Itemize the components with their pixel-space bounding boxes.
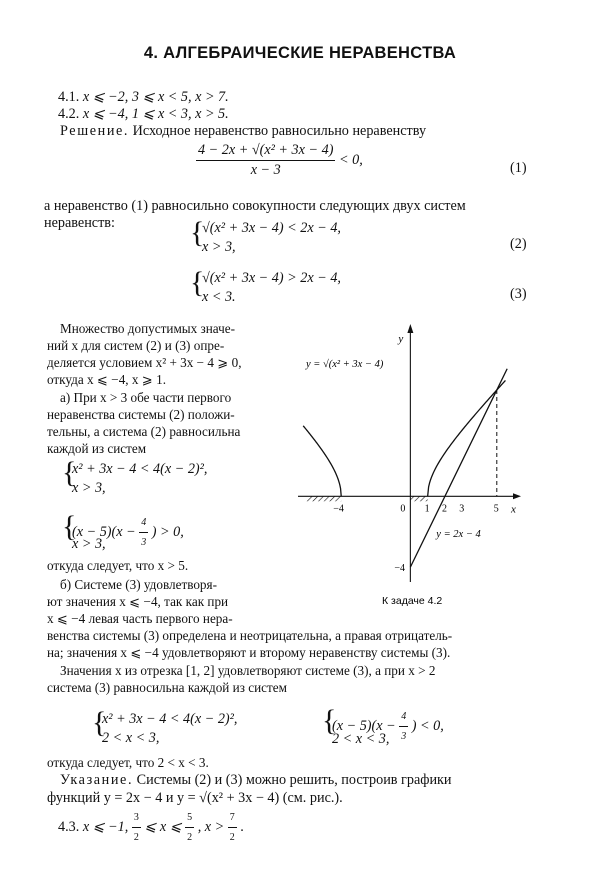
answer-4-1-text: x ⩽ −2, 3 ⩽ x < 5, x > 7. <box>82 89 229 105</box>
part-a-line-3: тельны, а система (2) равносильна <box>47 424 241 439</box>
hint-line-1-text: Системы (2) и (3) можно решить, построив графики <box>136 772 452 788</box>
answer-4-3-fraction-3-denominator: 2 <box>229 832 235 843</box>
answer-4-3-part-c: , x > <box>197 818 225 835</box>
tick-label-2: 2 <box>441 503 447 515</box>
follows-2: откуда следует, что 2 < x < 3. <box>47 755 209 770</box>
system-2 <box>190 218 410 258</box>
part-b-line-3: x ⩽ −4 левая часть первого нера- <box>47 611 233 626</box>
system-3 <box>190 268 410 308</box>
system-4-brace: { <box>62 456 77 489</box>
system-6-line-1: x² + 3x − 4 < 4(x − 2)², <box>102 711 238 727</box>
system-7-line-1-a: (x − 5)(x − <box>332 717 396 734</box>
odz-line-3: деляется условием x² + 3x − 4 ⩾ 0, <box>47 355 242 370</box>
system-2-line-1: √(x² + 3x − 4) < 2x − 4, <box>202 220 341 236</box>
system-7-fraction-denominator: 3 <box>401 731 407 742</box>
system-7-brace: { <box>322 704 337 737</box>
axis-label-y: y <box>398 333 404 345</box>
answer-4-3-part-a: x ⩽ −1, <box>82 818 129 835</box>
system-4-line-2: x > 3, <box>72 480 106 496</box>
system-7-line-2: 2 < x < 3, <box>332 731 390 747</box>
page-title: 4. АЛГЕБРАИЧЕСКИЕ НЕРАВЕНСТВА <box>143 44 457 62</box>
tick-label-y-minus-4: −4 <box>394 563 406 575</box>
system-5-line-1-a: (x − 5)(x − <box>72 523 136 540</box>
tick-label-1: 1 <box>424 503 430 515</box>
hatch-left <box>307 496 342 501</box>
system-2-line-2: x > 3, <box>202 239 236 255</box>
inequality-1-numerator: 4 − 2x + √(x² + 3x − 4) <box>196 142 335 161</box>
answer-4-3-number: 4.3. <box>58 818 80 835</box>
part-b-line-4: венства системы (3) определена и неотрицательна, а правая отрицатель- <box>47 628 453 643</box>
answer-4-3-part-b: ⩽ x ⩽ <box>144 818 182 835</box>
part-b-line-1: б) Системе (3) удовлетворя- <box>60 577 217 592</box>
system-7-fraction <box>399 708 408 745</box>
line-label: y = 2x − 4 <box>436 529 481 541</box>
axis-label-x: x <box>511 503 516 516</box>
answer-4-2-text: x ⩽ −4, 1 ⩽ x < 3, x > 5. <box>82 106 229 122</box>
system-2-brace: { <box>190 216 205 249</box>
part-b-line-5: на; значения x ⩽ −4 удовлетворяют и второму неравенству системы (3). <box>47 645 451 660</box>
curve-sqrt-right-branch <box>428 380 506 496</box>
answer-4-3-fraction-2-numerator: 5 <box>185 809 194 828</box>
paragraph-2-line-2: неравенств: <box>44 215 115 231</box>
system-5-fraction-numerator: 4 <box>139 514 148 533</box>
answer-4-3-fraction-3-numerator: 7 <box>228 809 237 828</box>
x-axis-arrow <box>513 493 521 499</box>
system-5 <box>62 512 282 552</box>
tick-label-5: 5 <box>493 503 499 515</box>
system-7-fraction-numerator: 4 <box>399 708 408 727</box>
part-a-line-1: а) При x > 3 обе части первого <box>60 390 232 405</box>
system-4 <box>62 458 282 498</box>
system-7-line-1-b: ) < 0, <box>411 717 444 734</box>
answer-4-3-fraction-2-denominator: 2 <box>187 832 193 843</box>
answer-4-3-fraction-1-numerator: 3 <box>132 809 141 828</box>
figure-caption: К задаче 4.2 <box>382 595 443 607</box>
odz-line-4: откуда x ⩽ −4, x ⩾ 1. <box>47 372 167 387</box>
tick-label-0: 0 <box>400 503 406 515</box>
system-5-line-1-b: ) > 0, <box>151 523 184 540</box>
answer-4-3 <box>58 809 244 846</box>
inequality-1-relation: < 0, <box>338 151 363 168</box>
system-6-brace: { <box>92 706 107 739</box>
tick-label-3: 3 <box>459 503 465 515</box>
answer-4-2-number: 4.2. <box>58 106 80 122</box>
system-4-line-1: x² + 3x − 4 < 4(x − 2)², <box>72 461 208 477</box>
hint-line-2: функций y = 2x − 4 и y = √(x² + 3x − 4) (см. рис.). <box>47 790 343 806</box>
system-5-fraction-denominator: 3 <box>141 537 147 548</box>
hatch-middle <box>410 496 427 501</box>
answer-4-1 <box>58 89 229 106</box>
part-a-line-2: неравенства системы (2) положи- <box>47 407 235 422</box>
system-7 <box>322 706 502 748</box>
solution-intro <box>60 123 426 140</box>
solution-intro-text: Исходное неравенство равносильно неравенству <box>132 123 427 139</box>
answer-4-3-fraction-1 <box>132 809 141 846</box>
tick-label-minus-4: −4 <box>333 503 344 515</box>
part-c-line-1: Значения x из отрезка [1, 2] удовлетворяют системе (3), а при x > 2 <box>60 663 436 678</box>
figure-graph <box>292 318 527 610</box>
system-6-line-2: 2 < x < 3, <box>102 730 160 746</box>
curve-label: y = √(x² + 3x − 4) <box>306 358 384 370</box>
y-axis-arrow <box>407 324 413 333</box>
hint-label: Указание. <box>60 772 134 788</box>
system-5-brace: { <box>62 510 77 543</box>
answer-4-3-fraction-1-denominator: 2 <box>133 832 139 843</box>
answer-4-3-part-d: . <box>240 818 244 835</box>
system-3-brace: { <box>190 266 205 299</box>
equation-number-1: (1) <box>510 160 527 176</box>
answer-4-3-fraction-2 <box>185 809 194 846</box>
curve-sqrt-left-branch <box>303 426 341 497</box>
part-b-line-2: ют значения x ⩽ −4, так как при <box>47 594 229 609</box>
system-3-line-1: √(x² + 3x − 4) > 2x − 4, <box>202 270 341 286</box>
answer-4-3-fraction-3 <box>228 809 237 846</box>
inequality-1-fraction <box>196 142 335 179</box>
system-5-fraction <box>139 514 148 551</box>
equation-number-2: (2) <box>510 236 527 252</box>
inequality-1 <box>196 142 363 179</box>
answer-4-2 <box>58 106 229 123</box>
odz-line-1: Множество допустимых значе- <box>60 321 236 336</box>
solution-label: Решение. <box>60 123 130 139</box>
part-a-line-4: каждой из систем <box>47 441 147 456</box>
inequality-1-denominator: x − 3 <box>250 162 281 178</box>
system-5-line-2: x > 3, <box>72 536 106 552</box>
answer-4-1-number: 4.1. <box>58 89 80 105</box>
equation-number-3: (3) <box>510 286 527 302</box>
paragraph-2-line-1: а неравенство (1) равносильно совокупности следующих двух систем <box>44 198 466 214</box>
odz-line-2: ний x для систем (2) и (3) опре- <box>47 338 225 353</box>
follows-1: откуда следует, что x > 5. <box>47 558 189 573</box>
part-c-line-2: система (3) равносильна каждой из систем <box>47 680 287 695</box>
system-3-line-2: x < 3. <box>202 289 236 305</box>
hint-line-1 <box>60 772 452 789</box>
system-6 <box>92 708 312 748</box>
